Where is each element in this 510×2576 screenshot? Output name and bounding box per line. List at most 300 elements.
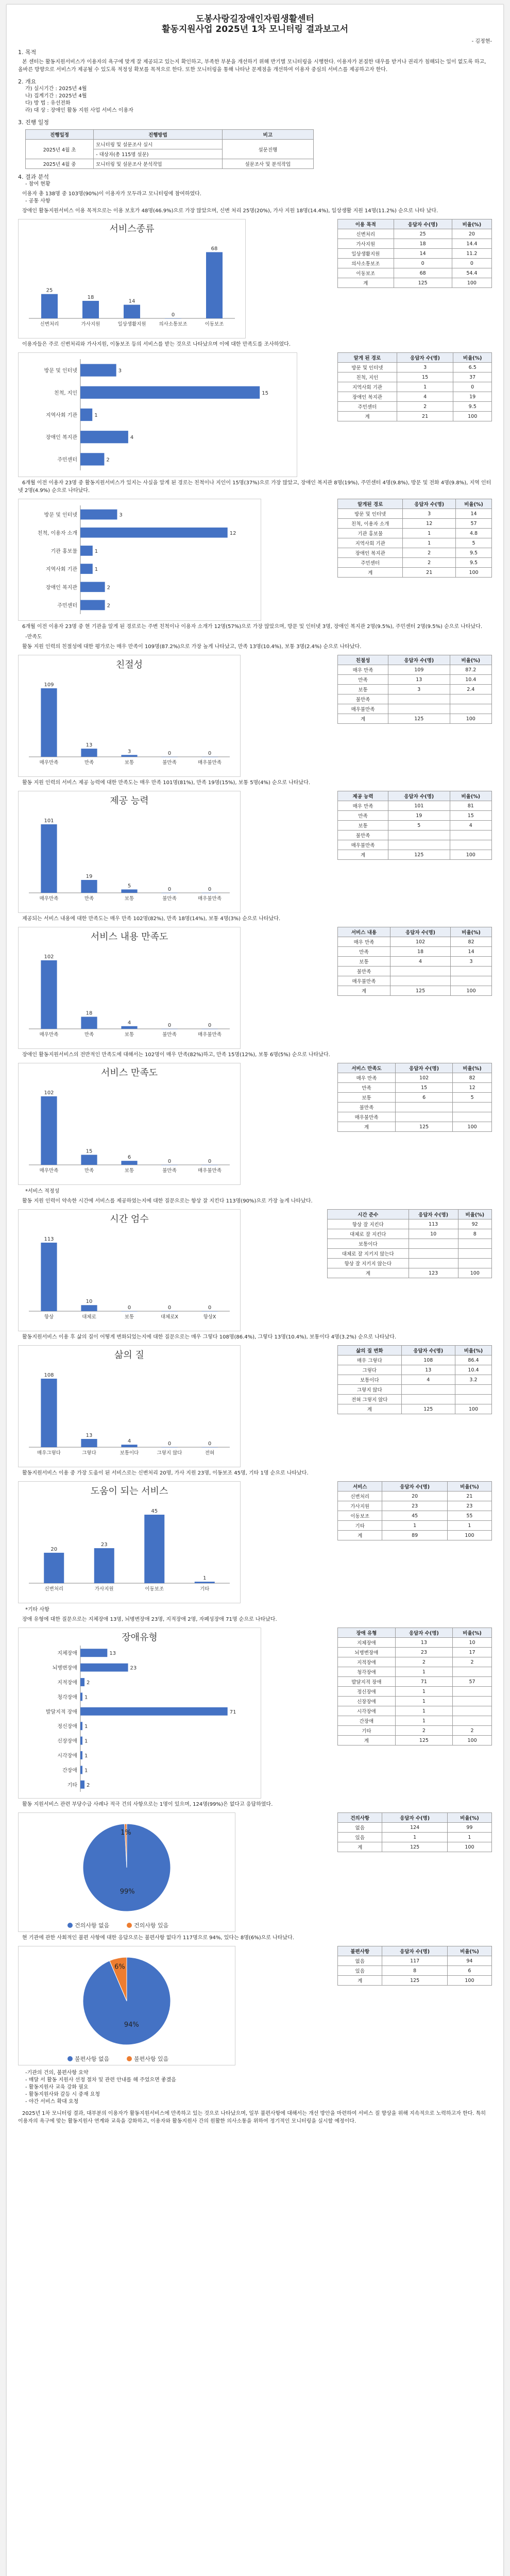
table-row bbox=[338, 278, 492, 288]
legend-label: 건의사항 있음 bbox=[134, 1922, 169, 1929]
table-cell bbox=[453, 1706, 492, 1716]
bar bbox=[80, 1737, 82, 1745]
bar bbox=[121, 755, 137, 757]
table-cell: 125 bbox=[395, 1736, 452, 1745]
data-label: 1 bbox=[94, 548, 98, 554]
table-cell: 계 bbox=[338, 714, 388, 724]
table-cell: 21 bbox=[397, 412, 453, 421]
table-row bbox=[338, 509, 492, 519]
table-cell: 82 bbox=[453, 1073, 492, 1083]
table-cell: 항상 잘 지키지 않는다 bbox=[328, 1259, 409, 1268]
table-header: 비율(%) bbox=[447, 1946, 491, 1956]
table-row bbox=[338, 1736, 492, 1745]
quality-block bbox=[18, 1345, 492, 1467]
route-text: 6개월 이전 이용자 23명 중 활동지원서비스가 있지는 사실을 알게 된 경로는 친척이나 지인이 15명(37%)으로 가장 많았고, 장애인 복지관 8명(19%), 주민센터 4명(9.8%), 방문 및 전화 4명(9.8%), 지역 인터넷 2명(4.9%) 순으로 나타났다. bbox=[18, 480, 491, 494]
table-cell: 만족 bbox=[338, 675, 388, 685]
bar bbox=[80, 386, 260, 399]
table-cell: 보통 bbox=[338, 1093, 396, 1103]
table-row bbox=[338, 1667, 492, 1677]
complaint-item: - 활동지원사와 갈등 시 중재 요청 bbox=[25, 2092, 100, 2097]
table-row bbox=[338, 1375, 492, 1385]
table-cell: 0 bbox=[452, 259, 491, 268]
bar bbox=[41, 1379, 57, 1447]
table-cell: 전혀 그렇지 않다 bbox=[338, 1395, 402, 1404]
bar bbox=[165, 318, 181, 319]
table-cell: 25 bbox=[394, 229, 452, 239]
table-cell: 친척, 지인 bbox=[338, 372, 397, 382]
table-header: 비율(%) bbox=[450, 655, 491, 665]
table-header: 비율(%) bbox=[447, 1813, 491, 1823]
table-cell: 지적장애 bbox=[338, 1657, 396, 1667]
category-label: 보통 bbox=[124, 1032, 134, 1038]
table-header: 비율(%) bbox=[456, 499, 492, 509]
table-cell: 기타 bbox=[338, 1726, 396, 1736]
data-label: 15 bbox=[262, 390, 268, 396]
table-cell: 21 bbox=[447, 1492, 491, 1501]
table-row bbox=[328, 1219, 492, 1229]
table-row bbox=[338, 382, 492, 392]
table-cell: 일상생활지원 bbox=[338, 249, 394, 259]
table-cell: 매우 만족 bbox=[338, 665, 388, 675]
table-cell: 계 bbox=[338, 1842, 382, 1852]
overall-block bbox=[18, 1063, 492, 1185]
purpose-chart-svg bbox=[19, 219, 245, 338]
pie-label: 1% bbox=[120, 1829, 131, 1837]
table-cell: 125 bbox=[388, 850, 450, 860]
participation-text: 이용자 총 138명 중 103명(90%)이 이용자가 모두라고 모니터링에 참여하였다. bbox=[22, 191, 201, 197]
table-cell: 계 bbox=[338, 1736, 396, 1745]
table-row bbox=[338, 568, 492, 578]
table-row bbox=[338, 412, 492, 421]
chart-title: 도움이 되는 서비스 bbox=[90, 1486, 168, 1497]
table-cell: 신변처리 bbox=[338, 229, 394, 239]
bar bbox=[81, 1017, 97, 1029]
category-label: 뇌병변장애 bbox=[52, 1665, 77, 1671]
table-cell: 보통이다 bbox=[338, 1375, 402, 1385]
table-cell bbox=[401, 1385, 455, 1395]
category-label: 신장장애 bbox=[57, 1738, 77, 1744]
table-cell: 5 bbox=[388, 821, 450, 831]
table-cell: 불만족 bbox=[338, 967, 390, 976]
category-label: 지역사회 기관 bbox=[45, 567, 77, 573]
table-row bbox=[338, 402, 492, 412]
table-cell: 2.4 bbox=[450, 685, 491, 694]
table-row bbox=[338, 685, 492, 694]
table-row bbox=[338, 801, 492, 811]
data-label: 3 bbox=[127, 749, 131, 755]
overview-item: 가) 실시기간 : 2025년 4월 bbox=[25, 86, 87, 92]
table-row bbox=[338, 1521, 492, 1531]
data-label: 0 bbox=[171, 312, 175, 318]
chart-title: 장애유형 bbox=[122, 1632, 158, 1643]
category-label: 보통이다 bbox=[120, 1450, 139, 1456]
table-cell: 4 bbox=[450, 821, 491, 831]
bar bbox=[80, 600, 105, 611]
table-row bbox=[338, 976, 492, 986]
center-table bbox=[337, 499, 492, 578]
table-row bbox=[338, 392, 492, 402]
table-cell: 11.2 bbox=[452, 249, 491, 259]
table-row bbox=[338, 1648, 492, 1657]
data-label: 101 bbox=[44, 818, 54, 824]
table-cell: 지체장애 bbox=[338, 1638, 396, 1648]
table-row bbox=[338, 1365, 492, 1375]
table-row bbox=[338, 1395, 492, 1404]
table-cell bbox=[401, 1395, 455, 1404]
bar bbox=[41, 824, 57, 893]
category-label: 매우불만족 bbox=[198, 1032, 222, 1038]
table-cell: 0 bbox=[453, 382, 492, 392]
bar bbox=[81, 880, 97, 893]
category-label: 방문 및 인터넷 bbox=[44, 512, 77, 518]
table-row bbox=[338, 831, 492, 840]
table-row bbox=[338, 1833, 492, 1842]
table-row bbox=[338, 1697, 492, 1706]
table-header: 비율(%) bbox=[450, 791, 491, 801]
bar bbox=[195, 1582, 215, 1583]
report-body bbox=[7, 5, 503, 2130]
category-label: 간장애 bbox=[62, 1768, 77, 1774]
help-chart bbox=[18, 1481, 241, 1603]
table-header: 비율(%) bbox=[447, 1482, 491, 1492]
category-label: 매우그렇다 bbox=[37, 1450, 61, 1456]
table-row bbox=[338, 714, 492, 724]
table-cell: 125 bbox=[401, 1404, 455, 1414]
table-cell: 1 bbox=[395, 1687, 452, 1697]
table-cell: 4.8 bbox=[456, 529, 492, 538]
table-row bbox=[338, 1093, 492, 1103]
table-cell: 3.2 bbox=[455, 1375, 491, 1385]
table-cell bbox=[453, 1716, 492, 1726]
help-text: 활동지원서비스 이용 중 가장 도움이 된 서비스로는 신변처리 20명, 가사 지원 23명, 이동보조 45명, 기타 1명 순으로 나타났다. bbox=[22, 1470, 309, 1476]
table-cell bbox=[390, 967, 450, 976]
table-row bbox=[338, 1823, 492, 1833]
legend-swatch bbox=[127, 1923, 132, 1928]
purpose-mid-text: 이용자들은 주로 신변처리와 가사지원, 이동보조 등의 서비스를 받는 것으로 나타났으며 이에 대한 만족도를 조사하였다. bbox=[22, 342, 291, 347]
bar bbox=[161, 1311, 177, 1312]
table-cell: 6 bbox=[447, 1966, 491, 1976]
disability-chart-svg bbox=[19, 1628, 261, 1798]
table-cell: 1 bbox=[395, 1716, 452, 1726]
category-label: 보통 bbox=[124, 1314, 134, 1320]
data-label: 4 bbox=[127, 1438, 131, 1445]
table-cell: 발달지적 장애 bbox=[338, 1677, 396, 1687]
table-cell bbox=[453, 1103, 492, 1112]
table-cell: 10 bbox=[409, 1229, 458, 1239]
bar bbox=[80, 1766, 82, 1774]
table-header: 알게 된 경로 bbox=[338, 353, 397, 363]
service-block bbox=[18, 1812, 492, 1932]
category-label: 항상 bbox=[44, 1314, 54, 1320]
table-cell: 57 bbox=[453, 1677, 492, 1687]
table-row bbox=[338, 363, 492, 372]
table-cell: 100 bbox=[447, 1976, 491, 1986]
table-row bbox=[328, 1239, 492, 1249]
service-table bbox=[337, 1812, 492, 1852]
ability-table bbox=[337, 791, 492, 860]
table-row bbox=[338, 1492, 492, 1501]
report-title: 도봉사랑길장애인자립생활센터 bbox=[196, 14, 314, 24]
legend-swatch bbox=[127, 2056, 132, 2061]
table-cell bbox=[390, 976, 450, 986]
category-label: 대체로 bbox=[82, 1314, 96, 1320]
table-row bbox=[338, 1112, 492, 1122]
table-cell bbox=[451, 967, 492, 976]
category-label: 이동보조 bbox=[145, 1586, 164, 1592]
data-label: 0 bbox=[208, 887, 212, 892]
data-label: 23 bbox=[130, 1665, 137, 1671]
table-cell: 장애인 복지관 bbox=[338, 392, 397, 402]
table-cell: 있음 bbox=[338, 1833, 382, 1842]
bar bbox=[80, 564, 93, 574]
table-cell bbox=[455, 1395, 491, 1404]
table-cell bbox=[450, 704, 491, 714]
data-label: 20 bbox=[50, 1546, 58, 1552]
category-label: 청각장애 bbox=[57, 1694, 77, 1701]
time-table bbox=[327, 1209, 492, 1278]
table-cell: 간장애 bbox=[338, 1716, 396, 1726]
chart-title: 서비스 내용 만족도 bbox=[90, 931, 168, 942]
category-label: 신변처리 bbox=[40, 321, 59, 327]
table-cell: 1 bbox=[395, 1706, 452, 1716]
bar bbox=[80, 1649, 107, 1657]
table-row bbox=[338, 1976, 492, 1986]
table-row bbox=[338, 957, 492, 967]
table-cell: 14 bbox=[456, 509, 492, 519]
table-cell: 시각장애 bbox=[338, 1706, 396, 1716]
category-label: 방문 및 인터넷 bbox=[44, 368, 77, 374]
data-label: 18 bbox=[86, 1010, 93, 1016]
time-chart bbox=[18, 1209, 241, 1331]
category-label: 기타 bbox=[200, 1586, 210, 1592]
table-cell: 대체로 잘 지킨다 bbox=[328, 1229, 409, 1239]
table-row bbox=[328, 1259, 492, 1268]
table-cell: 6.5 bbox=[453, 363, 492, 372]
table-cell: 보통이다 bbox=[328, 1239, 409, 1249]
bar bbox=[121, 1161, 137, 1165]
table-header: 이용 목적 bbox=[338, 219, 394, 229]
table-cell: 계 bbox=[338, 1122, 396, 1132]
table-cell: 18 bbox=[390, 947, 450, 957]
table-cell: - 대상자(총 115명 설문) bbox=[94, 149, 222, 159]
category-label: 매우만족 bbox=[39, 1032, 59, 1038]
table-cell bbox=[451, 976, 492, 986]
table-cell: 45 bbox=[382, 1511, 447, 1521]
data-label: 0 bbox=[167, 1159, 172, 1164]
table-row bbox=[338, 268, 492, 278]
table-cell: 100 bbox=[450, 850, 491, 860]
table-cell: 불만족 bbox=[338, 694, 388, 704]
table-cell: 2 bbox=[403, 558, 456, 568]
table-row bbox=[338, 937, 492, 947]
other-heading: *기타 사항 bbox=[25, 1607, 49, 1613]
data-label: 109 bbox=[44, 682, 54, 688]
data-label: 25 bbox=[46, 287, 53, 294]
table-header: 응답자 수(명) bbox=[382, 1813, 447, 1823]
table-cell: 계 bbox=[338, 568, 403, 578]
table-cell: 100 bbox=[451, 986, 492, 996]
table-cell: 가사지원 bbox=[338, 1501, 382, 1511]
chart-title: 친절성 bbox=[115, 659, 143, 670]
bar bbox=[201, 1311, 217, 1312]
table-row bbox=[338, 372, 492, 382]
overall-text: 장애인 활동지원서비스의 전반적인 만족도에 대해서는 102명이 매우 만족(82%)하고, 만족 15명(12%), 보통 6명(5%) 순으로 나타났다. bbox=[22, 1052, 330, 1058]
data-label: 14 bbox=[128, 298, 135, 304]
table-cell: 81 bbox=[450, 801, 491, 811]
disability-chart bbox=[18, 1628, 261, 1799]
table-cell: 6 bbox=[396, 1093, 453, 1103]
table-cell bbox=[458, 1239, 491, 1249]
table-row bbox=[338, 1706, 492, 1716]
table-cell: 계 bbox=[338, 1976, 382, 1986]
table-cell: 10.4 bbox=[455, 1365, 491, 1375]
time-text: 활동 지원 인력이 약속한 시간에 서비스를 제공하였는지에 대한 질문으로는 항상 잘 지킨다 113명(90%)으로 가장 높게 나타났다. bbox=[22, 1198, 313, 1204]
relation-text: 현 기관에 관한 사회적인 불편 사항에 대한 응답으로는 불편사항 없다가 117명으로 94%, 있다는 8명(6%)으로 나타났다. bbox=[22, 1935, 294, 1941]
table-cell: 계 bbox=[338, 1404, 402, 1414]
bar bbox=[41, 960, 57, 1029]
table-cell bbox=[450, 831, 491, 840]
table-header: 응답자 수(명) bbox=[390, 927, 450, 937]
table-cell: 23 bbox=[447, 1501, 491, 1511]
table-row bbox=[338, 1103, 492, 1112]
data-label: 0 bbox=[127, 1305, 131, 1311]
table-cell bbox=[458, 1249, 491, 1259]
table-cell: 2 bbox=[395, 1657, 452, 1667]
table-cell: 87.2 bbox=[450, 665, 491, 675]
table-row bbox=[338, 1501, 492, 1511]
section-purpose-text: 본 센터는 활동지원서비스가 이용자의 욕구에 맞게 잘 제공되고 있는지 확인하고, 부족한 부분을 개선하기 위해 반기별 모니터링을 시행한다. 이용자가 본질한 대우를 받거나 권리가 침해되는 일이 없도록 하고, 올바른 방향으로 서비스가 제공될 수 있도록 적정성 확보를 목적으로 한다. 또한 모니터링을 통해 나타난 문제점을 개선하여 이용자 중심의 서비스를 제공하고자 한다. bbox=[18, 59, 486, 73]
table-cell: 청각장애 bbox=[338, 1667, 396, 1677]
table-cell: 보통 bbox=[338, 685, 388, 694]
table-cell bbox=[409, 1259, 458, 1268]
table-row bbox=[338, 675, 492, 685]
table-cell: 2 bbox=[403, 548, 456, 558]
data-label: 0 bbox=[167, 1441, 172, 1447]
common-text: 장애인 활동지원서비스 이용 목적으로는 이용 보호가 48명(46.9%)으로 가장 많았으며, 신변 처리 25명(20%), 가사 지원 18명(14.4%), 일상생활 지원 14명(11.2%) 순으로 나타 났다. bbox=[22, 208, 438, 214]
table-header: 시간 준수 bbox=[328, 1210, 409, 1219]
table-cell: 계 bbox=[328, 1268, 409, 1278]
section-overview-heading: 2. 개요 bbox=[18, 78, 37, 85]
category-label: 매우만족 bbox=[39, 896, 59, 902]
table-row bbox=[338, 811, 492, 821]
table-cell: 2 bbox=[453, 1657, 492, 1667]
complaints-heading: -기관의 건의, 불편사항 요약 bbox=[25, 2070, 89, 2076]
kindness-chart bbox=[18, 655, 241, 777]
data-label: 2 bbox=[107, 585, 110, 591]
table-cell: 지역사회 기관 bbox=[338, 538, 403, 548]
quality-chart bbox=[18, 1345, 241, 1467]
center-chart-svg bbox=[19, 499, 261, 620]
route-table bbox=[337, 352, 492, 421]
table-cell: 12 bbox=[403, 519, 456, 529]
bar bbox=[121, 1311, 137, 1312]
table-cell: 5 bbox=[456, 538, 492, 548]
table-cell: 113 bbox=[409, 1219, 458, 1229]
data-label: 0 bbox=[208, 751, 212, 756]
table-cell: 3 bbox=[397, 363, 453, 372]
table-cell: 10.4 bbox=[450, 675, 491, 685]
table-cell: 없음 bbox=[338, 1823, 382, 1833]
help-chart-svg bbox=[19, 1482, 240, 1603]
quality-chart-svg bbox=[19, 1346, 240, 1467]
table-cell: 계 bbox=[338, 986, 390, 996]
quality-text: 활동지원서비스 이용 후 삶의 질이 어떻게 변화되었는지에 대한 질문으로는 매우 그렇다 108명(86.4%), 그렇다 13명(10.4%), 보통이다 4명(3.2%) 순으로 나타났다. bbox=[22, 1334, 397, 1340]
table-cell bbox=[409, 1249, 458, 1259]
table-cell: 의사소통보조 bbox=[338, 259, 394, 268]
author: - 김정현- bbox=[471, 39, 492, 44]
table-cell: 23 bbox=[382, 1501, 447, 1511]
relation-block bbox=[18, 1946, 492, 2065]
table-cell: 124 bbox=[382, 1823, 447, 1833]
data-label: 1 bbox=[94, 413, 98, 418]
table-cell: 1 bbox=[403, 529, 456, 538]
ability-chart-svg bbox=[19, 791, 240, 912]
bar bbox=[121, 1026, 137, 1029]
data-label: 108 bbox=[44, 1372, 54, 1378]
category-label: 장애인 복지관 bbox=[45, 435, 77, 441]
service-chart-svg bbox=[19, 1813, 235, 1931]
bar bbox=[41, 1096, 57, 1165]
table-row bbox=[338, 1083, 492, 1093]
category-label: 장애인 복지관 bbox=[45, 585, 77, 591]
common-heading: - 공통 사항 bbox=[25, 198, 50, 204]
category-label: 가사지원 bbox=[81, 321, 100, 327]
center-chart bbox=[18, 499, 261, 621]
satisfaction-heading: -만족도 bbox=[25, 634, 42, 640]
route-chart bbox=[18, 352, 297, 477]
category-label: 만족 bbox=[84, 1032, 94, 1038]
table-cell: 신장장애 bbox=[338, 1697, 396, 1706]
table-header: 친절성 bbox=[338, 655, 388, 665]
table-cell: 23 bbox=[395, 1648, 452, 1657]
complaint-item: - 활동지원사 교육 강화 필요 bbox=[25, 2084, 89, 2090]
overall-table bbox=[337, 1063, 492, 1132]
table-row bbox=[338, 986, 492, 996]
table-header: 진행방법 bbox=[94, 130, 222, 140]
category-label: 만족 bbox=[84, 896, 94, 902]
table-cell: 매우 만족 bbox=[338, 937, 390, 947]
table-cell: 1 bbox=[395, 1667, 452, 1677]
table-cell: 100 bbox=[453, 1736, 492, 1745]
table-cell: 71 bbox=[395, 1677, 452, 1687]
data-label: 12 bbox=[229, 530, 236, 536]
data-label: 6 bbox=[127, 1155, 131, 1161]
category-label: 정신장애 bbox=[57, 1724, 77, 1730]
legend-swatch bbox=[67, 1923, 73, 1928]
category-label: 불만족 bbox=[162, 1032, 177, 1038]
disability-table bbox=[337, 1628, 492, 1745]
table-cell: 92 bbox=[458, 1219, 491, 1229]
table-cell: 125 bbox=[382, 1842, 447, 1852]
data-label: 18 bbox=[87, 294, 94, 300]
category-label: 매우불만족 bbox=[198, 1168, 222, 1174]
table-row bbox=[338, 548, 492, 558]
category-label: 보통 bbox=[124, 896, 134, 902]
data-label: 2 bbox=[107, 603, 110, 609]
relation-chart bbox=[18, 1946, 235, 2065]
participation-heading: - 참여 현황 bbox=[25, 181, 50, 187]
table-cell: 10 bbox=[453, 1638, 492, 1648]
table-header: 비율(%) bbox=[453, 353, 492, 363]
table-cell: 82 bbox=[451, 937, 492, 947]
table-row bbox=[328, 1229, 492, 1239]
table-header: 서비스 내용 bbox=[338, 927, 390, 937]
bar bbox=[80, 1678, 84, 1686]
data-label: 45 bbox=[151, 1508, 158, 1514]
bar bbox=[41, 294, 58, 318]
table-cell: 12 bbox=[453, 1083, 492, 1093]
table-cell: 1 bbox=[382, 1833, 447, 1842]
